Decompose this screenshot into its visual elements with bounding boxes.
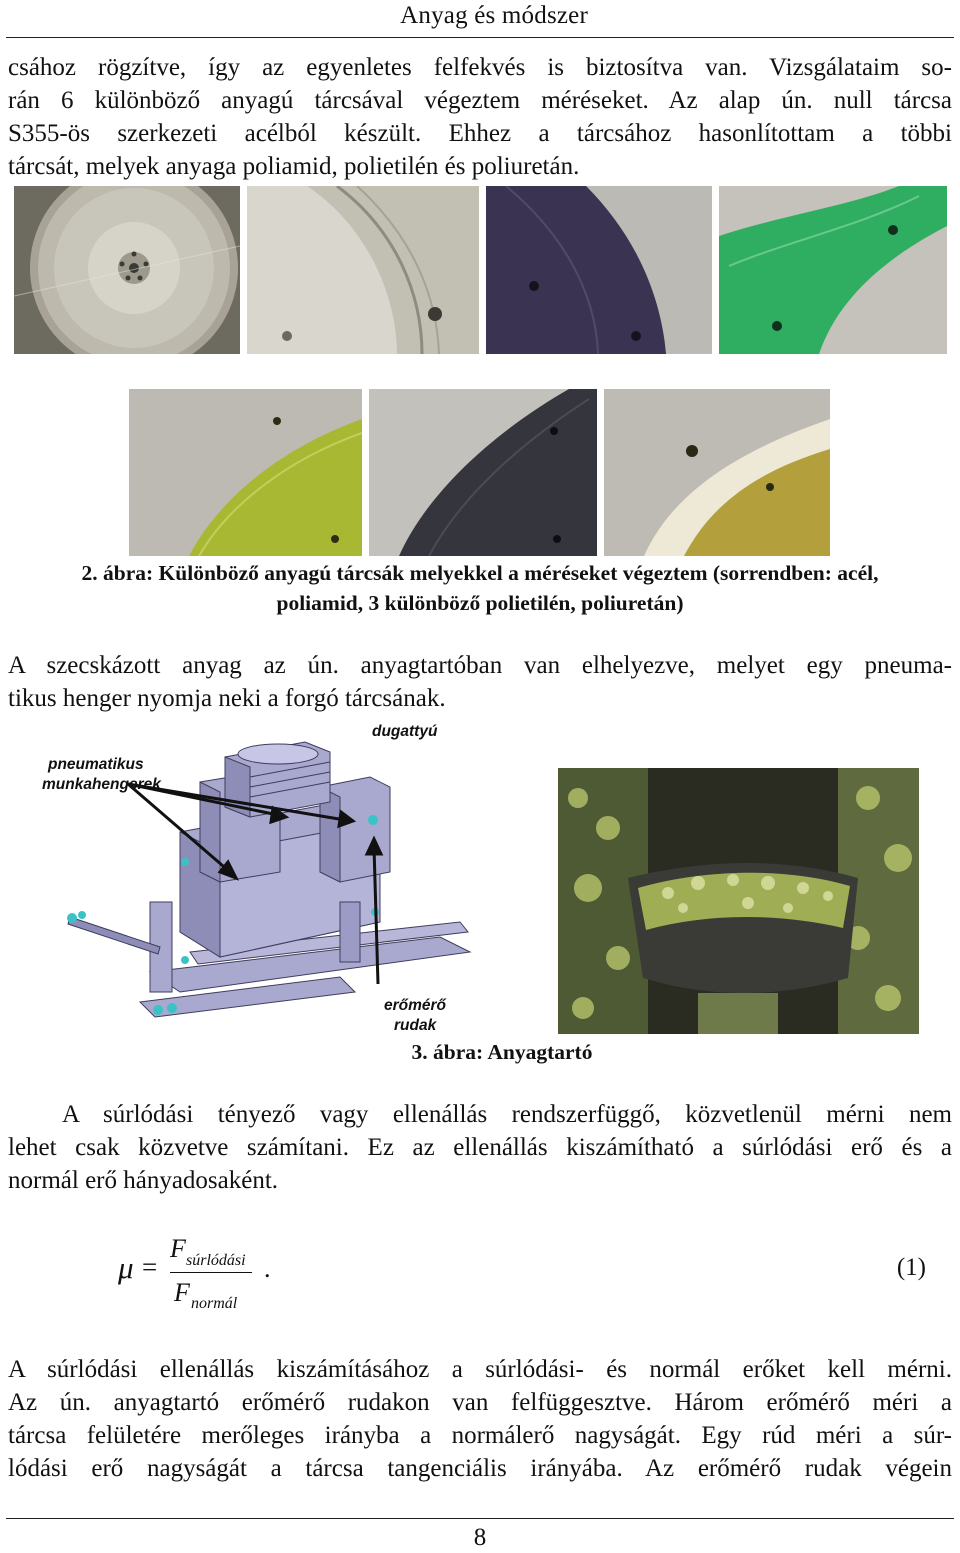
- equation-denominator-subscript: normál: [191, 1295, 238, 1312]
- text-line: lehet csak közvetve számítani. Ez az ellenállás kiszámítható a súrlódási erő és a: [8, 1134, 952, 1161]
- polyamide-disc-photo: [247, 186, 479, 354]
- equation-period: .: [264, 1254, 271, 1283]
- text-line: csához rögzítve, így az egyenletes felfekvés is biztosítva van. Vizsgálataim so-: [8, 54, 952, 81]
- text-line: rán 6 különböző anyagú tárcsával végeztem méréseket. Az alap ún. null tárcsa: [8, 87, 952, 114]
- text-line: Az ún. anyagtartó erőmérő rudakon van felfüggesztve. Három erőmérő méri a: [8, 1389, 952, 1416]
- equation-equals: =: [142, 1252, 158, 1282]
- equation-denominator-f: F: [174, 1278, 190, 1307]
- text-line: tárcsát, melyek anyaga poliamid, polietilén és poliuretán.: [8, 153, 580, 180]
- running-header: Anyag és módszer: [400, 2, 588, 29]
- text-line: A súrlódási tényező vagy ellenállás rendszerfüggő, közvetlenül mérni nem: [62, 1101, 952, 1128]
- equation-fraction-bar: [170, 1272, 252, 1273]
- header-rule: [6, 37, 954, 38]
- material-holder-photo: [558, 768, 919, 1034]
- olive-white-disc-photo: [604, 389, 830, 556]
- text-line: S355-ös szerkezeti acélból készült. Ehhez a tárcsához hasonlítottam a többi: [8, 120, 952, 147]
- cylinders-label-line2: munkahengerek: [42, 776, 161, 793]
- rods-label-line1: erőmérő: [384, 997, 447, 1014]
- text-line: tikus henger nyomja neki a forgó tárcsának.: [8, 685, 446, 712]
- caption-line: 2. ábra: Különböző anyagú tárcsák melyekkel a méréseket végeztem (sorrendben: acél,: [81, 561, 879, 585]
- paragraph-intro: [8, 51, 952, 183]
- equation-mu: μ: [118, 1250, 134, 1285]
- dark-purple-disc-photo: [486, 186, 712, 354]
- text-line: A súrlódási ellenállás kiszámításához a súrlódási- és normál erőket kell mérni.: [8, 1356, 952, 1383]
- paragraph-friction: [8, 1098, 952, 1197]
- text-line: normál erő hányadosaként.: [8, 1167, 279, 1194]
- paragraph-holder: [8, 649, 952, 715]
- text-line: lódási erő nagyságát a tárcsa tangenciális irányába. Az erőmérő rudak végein: [8, 1455, 952, 1482]
- steel-disc-photo: [14, 186, 240, 354]
- cylinders-label-line1: pneumatikus: [48, 756, 144, 773]
- figure-2-caption: [0, 558, 960, 618]
- equation-numerator-f: F: [170, 1234, 186, 1263]
- text-line: A szecskázott anyag az ún. anyagtartóban van elhelyezve, melyet egy pneuma-: [8, 652, 952, 679]
- yellow-green-disc-photo: [129, 389, 362, 556]
- footer-rule: [6, 1518, 954, 1519]
- figure-3-caption: 3. ábra: Anyagtartó: [411, 1040, 593, 1064]
- rods-label-line2: rudak: [394, 1017, 437, 1034]
- dark-gray-disc-photo: [369, 389, 597, 556]
- equation-number: (1): [896, 1254, 926, 1281]
- piston-label: dugattyú: [372, 723, 438, 740]
- page-number: 8: [473, 1524, 487, 1551]
- caption-line: poliamid, 3 különböző polietilén, poliuretán): [276, 591, 684, 615]
- equation-numerator-subscript: súrlódási: [186, 1252, 246, 1269]
- green-disc-photo: [719, 186, 947, 354]
- text-line: tárcsa felületére merőleges irányba a normálerő nagyságát. Egy rúd méri a súr-: [8, 1422, 952, 1449]
- paragraph-measurement: [8, 1353, 952, 1485]
